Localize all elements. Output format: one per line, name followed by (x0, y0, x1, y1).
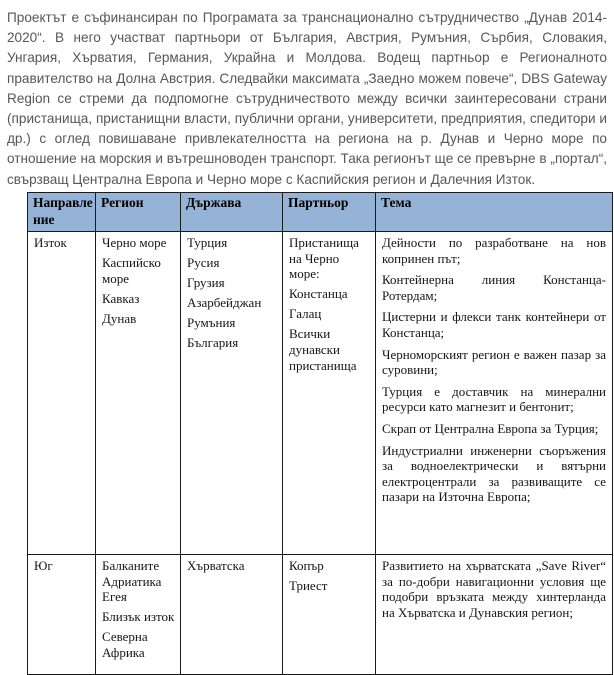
cell-text: Хърватска (187, 558, 245, 573)
cell-text: Контейнерна линия Констанца-Ротердам; (382, 272, 606, 303)
column-header-topic: Тема (376, 193, 613, 232)
partners-table-body (28, 232, 613, 675)
cell-text: Юг (34, 558, 53, 573)
partners-table (27, 192, 613, 675)
partners-table-wrap (27, 192, 607, 675)
cell-text: Балканите Адриатика Егея (102, 558, 162, 605)
cell-text: Грузия (187, 275, 225, 291)
cell-partner (283, 555, 376, 675)
cell-text: Турция (187, 235, 228, 250)
column-header-partner: Партньор (283, 193, 376, 232)
cell-text: Дейности по разработване на нов копринен път; (382, 235, 606, 266)
cell-text: Каспийско море (102, 255, 161, 286)
column-header-region: Регион (96, 193, 181, 232)
cell-country (181, 555, 283, 675)
cell-text: Цистерни и флекси танк контейнери от Констанца; (382, 309, 606, 340)
cell-text: Пристанища на Черно море: (289, 235, 359, 282)
cell-text: Черно море (102, 235, 167, 250)
cell-direction (28, 555, 96, 675)
cell-topics (376, 232, 613, 555)
cell-text: Северна Африка (102, 629, 148, 660)
intro-paragraph: Проектът е съфинансиран по Програмата за транснационално сътрудничество „Дунав 2014-2020“. В него участват партньори от България, Австрия, Румъния, Сърбия, Словакия, Унгария, Хърватия, Германия, Украйна и Молдова. Водещ партньор е Регионалното правителство на Долна Австрия. Следвайки максимата „Заедно можем повече“, DBS Gateway Region се стреми да подпомогне сътрудничеството между всички заинтересовани страни (пристанища, пристанищни власти, публични органи, университети, предприятия, спедитори и др.) с оглед повишаване привлекателността на региона на р. Дунав и Черно море по отношение на морския и вътрешноводен транспорт. Така регионът ще се превърне в „портал“, свързващ Централна Европа и Черно море с Каспийския регион и Далечния Изток. (7, 10, 607, 187)
cell-text: Скрап от Централна Европа за Турция; (382, 420, 599, 436)
cell-text: Триест (289, 578, 328, 594)
cell-topics (376, 555, 613, 675)
cell-text: Дунав (102, 310, 137, 326)
cell-country (181, 232, 283, 555)
cell-text: Изток (34, 235, 67, 250)
cell-text: Галац (289, 306, 322, 322)
cell-text: Всички дунавски пристанища (289, 326, 357, 373)
column-header-country: Държава (181, 193, 283, 232)
cell-text: Турция е доставчик на минерални ресурси като магнезит и бентонит; (382, 383, 606, 415)
cell-region (96, 555, 181, 675)
cell-region (96, 232, 181, 555)
cell-text: България (187, 335, 239, 351)
cell-text: Азарбейджан (187, 295, 262, 311)
table-row (28, 232, 613, 555)
cell-text: Русия (187, 255, 220, 271)
cell-text: Копър (289, 558, 324, 573)
cell-text: Констанца (289, 286, 348, 302)
header-row (28, 193, 613, 232)
cell-text: Кавказ (102, 290, 140, 306)
cell-text: Румъния (187, 315, 236, 331)
cell-text: Черноморският регион е важен пазар за суровини; (382, 346, 606, 378)
cell-text: Индустриални инженерни съоръжения за водноелектрически и вятърни електроцентрали за развиващите се пазари на Източна Европа; (382, 442, 606, 505)
table-row (28, 555, 613, 675)
column-header-direction: Направление (28, 193, 96, 232)
cell-text: Развитието на хърватската „Save River“ за по-добри навигационни условия ще подобри връзката между хинтерланда на Хърватска и Дунавския регион; (382, 558, 606, 620)
cell-partner (283, 232, 376, 555)
cell-direction (28, 232, 96, 555)
cell-text: Близък изток (102, 609, 175, 625)
